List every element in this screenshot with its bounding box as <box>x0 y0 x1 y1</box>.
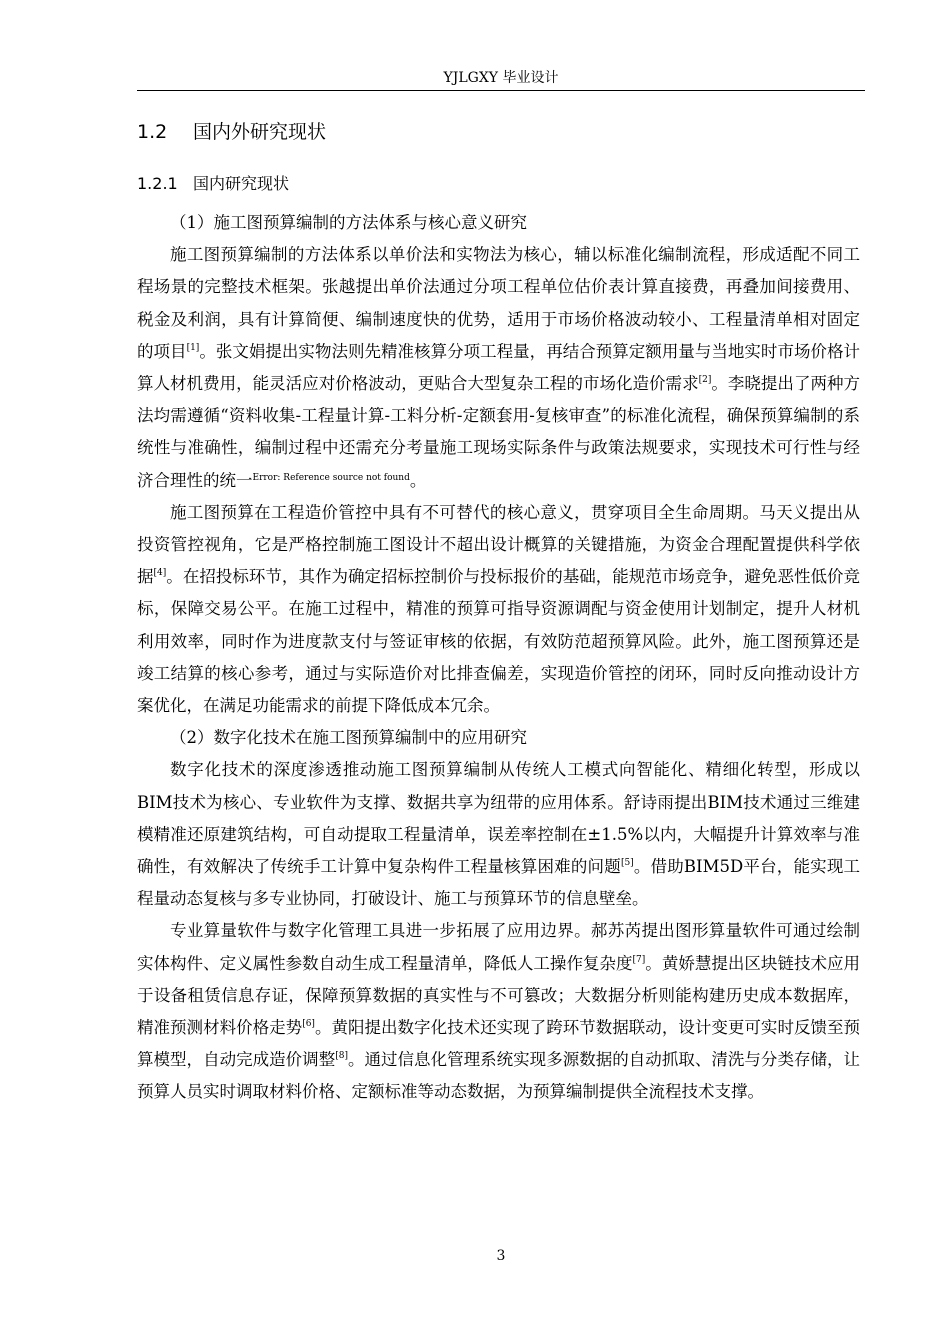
paragraph-bim <box>137 754 860 915</box>
text-run: 。 <box>409 470 427 490</box>
section-heading <box>137 118 326 146</box>
subsection-number: 1.2.1 <box>137 174 178 193</box>
subheading-digital: （2）数字化技术在施工图预算编制中的应用研究 <box>170 728 527 748</box>
citation: [2] <box>698 375 712 386</box>
section-number: 1.2 <box>137 121 168 143</box>
text-run: 施工图预算在工程造价管控中具有不可替代的核心意义，贯穿项目全生命周期。马天义提出从投资管控视角，它是严格控制施工图设计不超出设计概算的关键措施，为资金合理配置提供科学依据 <box>137 502 860 587</box>
paragraph-method <box>137 239 860 497</box>
body-text <box>137 207 860 1109</box>
text-run: 。张文娟提出实物法则先精准核算分项工程量，再结合预算定额用量与当地实时市场价格计算人材机费用，能灵活应对价格波动，更贴合大型复杂工程的市场化造价需求 <box>137 341 861 394</box>
citation: [6] <box>302 1019 315 1030</box>
subheading-method: （1）施工图预算编制的方法体系与核心意义研究 <box>170 213 527 232</box>
subsection-heading <box>137 171 289 197</box>
text-run: 。黄阳提出数字化技术还实现了跨环节数据联动，设计变更可实时反馈至预算模型，自动完成造价调整 <box>137 1018 861 1070</box>
text-run: 数字化技术的深度渗透推动施工图预算编制从传统人工模式向智能化、精细化转型，形成以BIM技术为核心、专业软件为支撑、数据共享为纽带的应用体系。舒诗雨提出BIM技术通过三维建模精准还原建筑结构，可自动提取工程量清单，误差率控制在±1.5%以内，大幅提升计算效率与准确性，有效解决了传统手工计算中复杂构件工程量核算困难的问题 <box>137 760 860 877</box>
page-number: 3 <box>496 1248 506 1264</box>
citation: [5] <box>620 858 634 869</box>
text-run: 专业算量软件与数字化管理工具进一步拓展了应用边界。郝苏芮提出图形算量软件可通过绘制实体构件、定义属性参数自动生成工程量清单，降低人工操作复杂度 <box>137 921 860 973</box>
page-header: YJLGXY 毕业设计 <box>443 70 559 86</box>
subsection-title: 国内研究现状 <box>193 174 290 193</box>
text-run: 。借助BIM5D平台，能实现工程量动态复核与多专业协同，打破设计、施工与预算环节的信息壁垒。 <box>137 857 861 909</box>
text-run: 。在招投标环节，其作为确定招标控制价与投标报价的基础，能规范市场竞争，避免恶性低价竞标，保障交易公平。在施工过程中，精准的预算可指导资源调配与资金使用计划制定，提升人材机利用效率，同时作为进度款支付与签证审核的依据，有效防范超预算风险。此外，施工图预算还是竣工结算的核心参考，通过与实际造价对比排查偏差，实现造价管控的闭环，同时反向推动设计方案优化，在满足功能需求的前提下降低成本冗余。 <box>137 567 861 716</box>
citation: [4] <box>153 568 167 579</box>
citation: [7] <box>632 954 646 965</box>
text-run: 。李晓提出了两种方法均需遵循“资料收集-工程量计算-工料分析-定额套用-复核审查”的标准化流程，确保预算编制的系统性与准确性，编制过程中还需充分考量施工现场实际条件与政策法规要求，实现技术可行性与经济合理性的统一 <box>137 374 861 490</box>
reference-error: Error: Reference source not found <box>252 472 410 483</box>
section-title: 国内外研究现状 <box>193 121 327 143</box>
text-run: 施工图预算编制的方法体系以单价法和实物法为核心，辅以标准化编制流程，形成适配不同工程场景的完整技术框架。张越提出单价法通过分项工程单位估价表计算直接费，再叠加间接费用、税金及利润，具有计算简便、编制速度快的优势，适用于市场价格波动较小、工程量清单相对固定的项目 <box>137 245 860 361</box>
text-run: 。黄娇慧提出区块链技术应用于设备租赁信息存证，保障预算数据的真实性与不可篡改；大数据分析则能构建历史成本数据库，精准预测材料价格走势 <box>137 953 861 1038</box>
citation: [1] <box>186 342 200 353</box>
header-rule <box>137 90 865 91</box>
citation: [8] <box>335 1051 348 1062</box>
text-run: 。通过信息化管理系统实现多源数据的自动抓取、清洗与分类存储，让预算人员实时调取材料价格、定额标准等动态数据，为预算编制提供全流程技术支撑。 <box>137 1050 861 1102</box>
paragraph-software <box>137 915 860 1108</box>
paragraph-significance <box>137 497 860 722</box>
